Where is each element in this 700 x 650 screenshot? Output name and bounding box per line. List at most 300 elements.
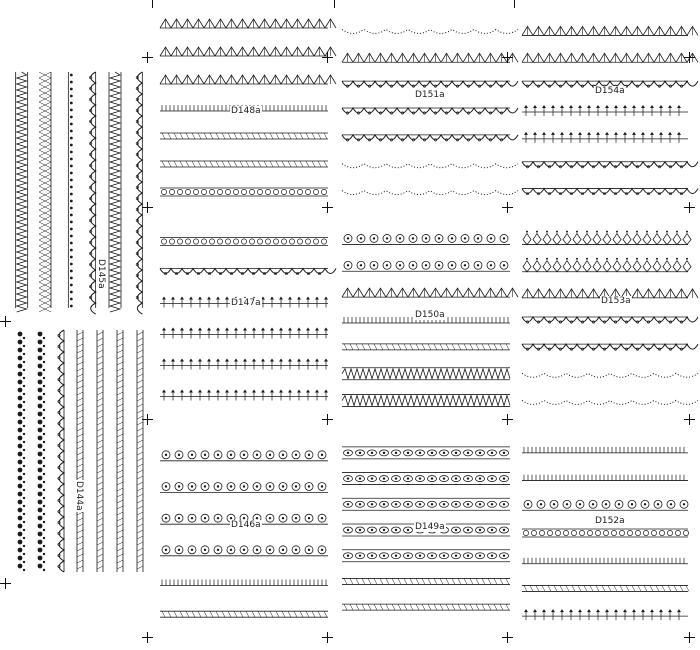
lace-hatch xyxy=(162,161,165,167)
lace-dot xyxy=(18,348,23,353)
lace-stem-tip xyxy=(252,328,256,331)
lace-hatch xyxy=(97,386,103,389)
lace-dot xyxy=(70,172,73,175)
lace-diamond xyxy=(573,234,581,245)
lace-hatch xyxy=(542,585,545,591)
lace-strip xyxy=(522,344,698,350)
panel-d151a xyxy=(342,18,510,206)
lace-hatch xyxy=(117,362,123,365)
lace-loop xyxy=(169,239,174,244)
lace-dot xyxy=(23,497,25,499)
lace-flower-center xyxy=(256,549,258,551)
lace-stem-tip xyxy=(225,328,229,331)
lace-hatch xyxy=(464,578,467,584)
lace-hatch xyxy=(117,344,123,347)
lace-dot xyxy=(566,258,568,260)
lace-dot xyxy=(656,231,658,233)
lace-flower-center xyxy=(191,549,193,551)
lace-dot xyxy=(43,361,45,363)
lace-hatch xyxy=(77,560,83,563)
lace-loop xyxy=(555,530,560,535)
lace-flower-center xyxy=(438,237,440,239)
lace-dot xyxy=(546,231,548,233)
lace-eye-dot xyxy=(479,477,481,479)
lace-stem-tip xyxy=(243,359,247,362)
lace-dot xyxy=(23,457,25,459)
lace-hatch xyxy=(117,554,123,557)
lace-flower-center xyxy=(308,549,310,551)
lace-loop xyxy=(233,189,238,194)
lace-eye-dot xyxy=(503,555,505,557)
lace-hatch xyxy=(282,133,285,139)
lace-hatch xyxy=(446,344,449,350)
lace-stem-tip xyxy=(542,132,546,135)
lace-dot xyxy=(43,401,45,403)
lace-stem-tip xyxy=(641,132,645,135)
lace-hatch xyxy=(97,488,103,491)
lace-hatch xyxy=(626,585,629,591)
lace-hatch xyxy=(77,350,83,353)
lace-hatch xyxy=(602,585,605,591)
lace-loop xyxy=(611,530,616,535)
lace-stem-tip xyxy=(288,359,292,362)
lace-hatch xyxy=(77,398,83,401)
lace-stem-tip xyxy=(252,390,256,393)
lace-flower-center xyxy=(269,485,271,487)
lace-dot xyxy=(546,258,548,260)
lace-eye-dot xyxy=(443,452,445,454)
lace-eye-dot xyxy=(383,477,385,479)
lace-hatch xyxy=(398,578,401,584)
lace-strip xyxy=(342,344,510,350)
lace-dot xyxy=(38,420,43,425)
lace-hatch xyxy=(258,133,261,139)
lace-hatch xyxy=(97,410,103,413)
lace-hatch xyxy=(97,332,103,335)
lace-dot xyxy=(536,231,538,233)
lace-hatch xyxy=(97,446,103,449)
lace-hatch xyxy=(458,344,461,350)
lace-hatch xyxy=(97,530,103,533)
lace-hatch xyxy=(97,560,103,563)
lace-hatch xyxy=(97,440,103,443)
lace-hatch xyxy=(137,428,143,431)
registration-mark xyxy=(142,52,153,63)
lace-strip xyxy=(160,75,336,84)
lace-strip xyxy=(68,72,72,308)
lace-hatch xyxy=(117,464,123,467)
lace-hatch xyxy=(246,611,249,617)
lace-hatch xyxy=(97,548,103,551)
lace-hatch xyxy=(596,585,599,591)
lace-hatch xyxy=(680,585,683,591)
lace-stem-tip xyxy=(614,105,618,108)
lace-hatch xyxy=(137,464,143,467)
lace-hatch xyxy=(77,524,83,527)
lace-stem-tip xyxy=(207,328,211,331)
lace-hatch xyxy=(97,566,103,569)
lace-flower-center xyxy=(618,503,620,505)
lace-hatch xyxy=(608,585,611,591)
lace-eye-dot xyxy=(443,477,445,479)
lace-hatch xyxy=(536,585,539,591)
lace-flower-center xyxy=(256,485,258,487)
lace-loop xyxy=(643,530,648,535)
lace-hatch xyxy=(97,338,103,341)
lace-flower-center xyxy=(490,237,492,239)
lace-hatch xyxy=(77,404,83,407)
lace-dot xyxy=(18,468,23,473)
lace-hatch xyxy=(77,362,83,365)
lace-dot xyxy=(23,489,25,491)
lace-hatch xyxy=(614,585,617,591)
lace-eye-dot xyxy=(503,452,505,454)
lace-strip xyxy=(160,359,328,370)
lace-strip xyxy=(342,261,510,271)
lace-diamond xyxy=(623,261,631,272)
panel-d148a xyxy=(160,10,328,206)
lace-stem-tip xyxy=(533,609,537,612)
lace-dot xyxy=(70,74,73,77)
lace-dot xyxy=(43,537,45,539)
lace-flower-center xyxy=(386,237,388,239)
lace-scallop xyxy=(59,330,64,572)
lace-flower-center xyxy=(269,549,271,551)
lace-hatch xyxy=(506,578,509,584)
lace-eye-dot xyxy=(467,477,469,479)
lace-diamond xyxy=(633,261,641,272)
lace-diamond xyxy=(683,234,691,245)
lace-hatch xyxy=(482,344,485,350)
lace-dot xyxy=(23,385,25,387)
lace-stem-tip xyxy=(261,359,265,362)
lace-hatch xyxy=(117,446,123,449)
lace-dot xyxy=(23,441,25,443)
lace-eye-dot xyxy=(407,529,409,531)
lace-flower-center xyxy=(605,503,607,505)
lace-hatch xyxy=(380,344,383,350)
lace-flower-center xyxy=(243,549,245,551)
lace-dot xyxy=(70,270,73,273)
lace-hatch xyxy=(137,392,143,395)
lace-hatch xyxy=(494,604,497,610)
lace-dot xyxy=(38,388,43,393)
lace-dot xyxy=(43,377,45,379)
lace-loop xyxy=(321,189,326,194)
lace-flower-center xyxy=(269,454,271,456)
lace-strip xyxy=(522,53,698,62)
lace-eye-dot xyxy=(395,555,397,557)
lace-dot xyxy=(18,524,23,529)
lace-strip xyxy=(522,558,688,564)
lace-strip xyxy=(522,231,691,245)
lace-dot xyxy=(38,516,43,521)
lace-hatch xyxy=(300,611,303,617)
lace-hatch xyxy=(77,356,83,359)
lace-hatch xyxy=(386,344,389,350)
lace-stem-tip xyxy=(596,105,600,108)
lace-dot xyxy=(23,353,25,355)
lace-dot xyxy=(18,372,23,377)
lace-hatch xyxy=(117,404,123,407)
lace-stem-tip xyxy=(324,328,328,331)
lace-strip xyxy=(522,162,698,168)
lace-hatch xyxy=(77,458,83,461)
lace-dot xyxy=(70,165,73,168)
lace-hatch xyxy=(97,428,103,431)
lace-dot xyxy=(536,258,538,260)
lace-eye-dot xyxy=(407,503,409,505)
lace-eye-dot xyxy=(467,503,469,505)
lace-hatch xyxy=(386,604,389,610)
lace-dot xyxy=(70,235,73,238)
lace-dot xyxy=(23,537,25,539)
lace-hatch xyxy=(228,611,231,617)
lace-dot xyxy=(686,258,688,260)
lace-strip xyxy=(160,238,328,246)
lace-strip xyxy=(522,26,698,35)
lace-stem-tip xyxy=(162,297,166,300)
lace-hatch xyxy=(97,500,103,503)
lace-hatch xyxy=(264,161,267,167)
lace-hatch xyxy=(270,133,273,139)
lace-flower-center xyxy=(425,237,427,239)
lace-loop xyxy=(571,530,576,535)
lace-dot xyxy=(43,441,45,443)
lace-flower-center xyxy=(347,264,349,266)
lace-dot xyxy=(70,221,73,224)
lace-strip xyxy=(342,164,518,168)
lace-loop xyxy=(265,239,270,244)
lace-hatch xyxy=(410,578,413,584)
lace-dot xyxy=(38,372,43,377)
lace-loop xyxy=(667,530,672,535)
lace-hatch xyxy=(137,374,143,377)
lace-eye-dot xyxy=(503,477,505,479)
lace-loop xyxy=(169,189,174,194)
lace-hatch xyxy=(77,548,83,551)
lace-flower-center xyxy=(477,264,479,266)
lace-dot xyxy=(38,540,43,545)
lace-hatch xyxy=(470,344,473,350)
lace-dot xyxy=(38,404,43,409)
lace-stem-tip xyxy=(641,609,645,612)
lace-hatch xyxy=(137,458,143,461)
lace-stem-tip xyxy=(279,390,283,393)
lace-dot xyxy=(38,364,43,369)
lace-strip xyxy=(342,498,510,510)
panel-label: D153a xyxy=(601,296,631,306)
lace-stem-tip xyxy=(605,609,609,612)
lace-hatch xyxy=(137,410,143,413)
lace-hatch xyxy=(192,133,195,139)
lace-hatch xyxy=(318,161,321,167)
lace-stem-tip xyxy=(288,328,292,331)
lace-hatch xyxy=(77,422,83,425)
lace-hatch xyxy=(446,604,449,610)
lace-hatch xyxy=(294,161,297,167)
lace-loop xyxy=(217,189,222,194)
lace-stem-tip xyxy=(614,609,618,612)
lace-stem-tip xyxy=(297,359,301,362)
lace-dot xyxy=(70,186,73,189)
lace-hatch xyxy=(240,611,243,617)
lace-loop xyxy=(523,530,528,535)
lace-dot xyxy=(38,484,43,489)
lace-hatch xyxy=(137,566,143,569)
lace-hatch xyxy=(137,344,143,347)
lace-hatch xyxy=(117,482,123,485)
lace-hatch xyxy=(137,548,143,551)
lace-hatch xyxy=(97,380,103,383)
lace-dot xyxy=(18,452,23,457)
lace-hatch xyxy=(77,380,83,383)
lace-loop xyxy=(257,189,262,194)
lace-eye-dot xyxy=(347,555,349,557)
lace-stem-tip xyxy=(578,609,582,612)
lace-diamond xyxy=(543,261,551,272)
lace-flower-center xyxy=(165,454,167,456)
lace-stem-tip xyxy=(243,328,247,331)
lace-hatch xyxy=(288,133,291,139)
lace-hatch xyxy=(434,604,437,610)
lace-flower-center xyxy=(540,503,542,505)
lace-flower-center xyxy=(308,485,310,487)
lace-hatch xyxy=(368,604,371,610)
lace-eye-dot xyxy=(407,555,409,557)
lace-flower-center xyxy=(217,517,219,519)
lace-dot xyxy=(43,553,45,555)
lace-hatch xyxy=(524,585,527,591)
lace-eye-dot xyxy=(419,503,421,505)
lace-diamond xyxy=(593,234,601,245)
registration-mark xyxy=(502,414,513,425)
lace-hatch xyxy=(77,428,83,431)
lace-eye-dot xyxy=(383,555,385,557)
lace-stem-tip xyxy=(198,328,202,331)
lace-flower-center xyxy=(579,503,581,505)
lace-flower-center xyxy=(657,503,659,505)
lace-loop xyxy=(249,239,254,244)
lace-stem-tip xyxy=(270,297,274,300)
lace-dot xyxy=(43,425,45,427)
lace-eye-dot xyxy=(455,503,457,505)
lace-hatch xyxy=(117,416,123,419)
lace-hatch xyxy=(318,611,321,617)
lace-eye-dot xyxy=(407,452,409,454)
lace-eye-dot xyxy=(371,529,373,531)
lace-strip xyxy=(97,330,103,572)
lace-strip xyxy=(109,72,121,312)
lace-strip xyxy=(160,188,328,196)
lace-hatch xyxy=(270,611,273,617)
panel-d152a xyxy=(522,436,688,630)
lace-dotted-scallop xyxy=(522,373,698,377)
lace-stem-tip xyxy=(632,609,636,612)
lace-strip xyxy=(342,550,510,562)
lace-hatch xyxy=(117,374,123,377)
lace-dot xyxy=(70,214,73,217)
lace-strip xyxy=(58,330,64,572)
lace-hatch xyxy=(97,416,103,419)
lace-dot xyxy=(70,88,73,91)
lace-hatch xyxy=(97,458,103,461)
lace-hatch xyxy=(252,133,255,139)
lace-hatch xyxy=(246,133,249,139)
lace-stem-tip xyxy=(279,328,283,331)
lace-hatch xyxy=(137,356,143,359)
lace-stem-tip xyxy=(189,390,193,393)
lace-hatch xyxy=(264,611,267,617)
lace-hatch xyxy=(117,524,123,527)
lace-hatch xyxy=(117,506,123,509)
lace-stem-tip xyxy=(315,297,319,300)
lace-hatch xyxy=(500,604,503,610)
lace-loop xyxy=(241,239,246,244)
lace-flower-center xyxy=(566,503,568,505)
lace-hatch xyxy=(117,500,123,503)
lace-loop xyxy=(297,189,302,194)
lace-stem-tip xyxy=(668,132,672,135)
lace-eye-dot xyxy=(455,555,457,557)
lace-stem-tip xyxy=(569,609,573,612)
lace-strip xyxy=(342,368,510,380)
trim-tick xyxy=(152,0,153,8)
lace-flower-center xyxy=(399,237,401,239)
lace-hatch xyxy=(77,554,83,557)
lace-stem-tip xyxy=(315,328,319,331)
lace-dot xyxy=(676,231,678,233)
lace-flower-center xyxy=(165,549,167,551)
lace-stem-tip xyxy=(551,609,555,612)
lace-hatch xyxy=(77,518,83,521)
lace-hatch xyxy=(434,578,437,584)
lace-hatch xyxy=(137,380,143,383)
lace-dot xyxy=(18,420,23,425)
lace-loop xyxy=(281,189,286,194)
lace-stem-tip xyxy=(297,328,301,331)
lace-hatch xyxy=(97,434,103,437)
lace-hatch xyxy=(452,604,455,610)
lace-dot xyxy=(70,256,73,259)
lace-hatch xyxy=(210,161,213,167)
lace-flower-center xyxy=(412,237,414,239)
lace-hatch xyxy=(198,611,201,617)
lace-strip xyxy=(522,317,698,323)
lace-hatch xyxy=(117,494,123,497)
lace-hatch xyxy=(386,578,389,584)
lace-diamond xyxy=(683,261,691,272)
lace-dot xyxy=(626,231,628,233)
lace-flower-center xyxy=(191,454,193,456)
lace-hatch xyxy=(210,611,213,617)
lace-hatch xyxy=(398,344,401,350)
lace-eye-dot xyxy=(419,452,421,454)
lace-flower-center xyxy=(386,264,388,266)
lace-hatch xyxy=(117,476,123,479)
lace-flower-center xyxy=(230,454,232,456)
lace-dotted-scallop xyxy=(342,29,518,33)
lace-eye-dot xyxy=(431,452,433,454)
lace-stem-tip xyxy=(216,359,220,362)
lace-dot xyxy=(43,417,45,419)
lace-flower-center xyxy=(438,264,440,266)
lace-dot xyxy=(596,231,598,233)
lace-hatch xyxy=(380,604,383,610)
lace-flower-center xyxy=(670,503,672,505)
lace-diamond xyxy=(673,261,681,272)
lace-hatch xyxy=(137,362,143,365)
